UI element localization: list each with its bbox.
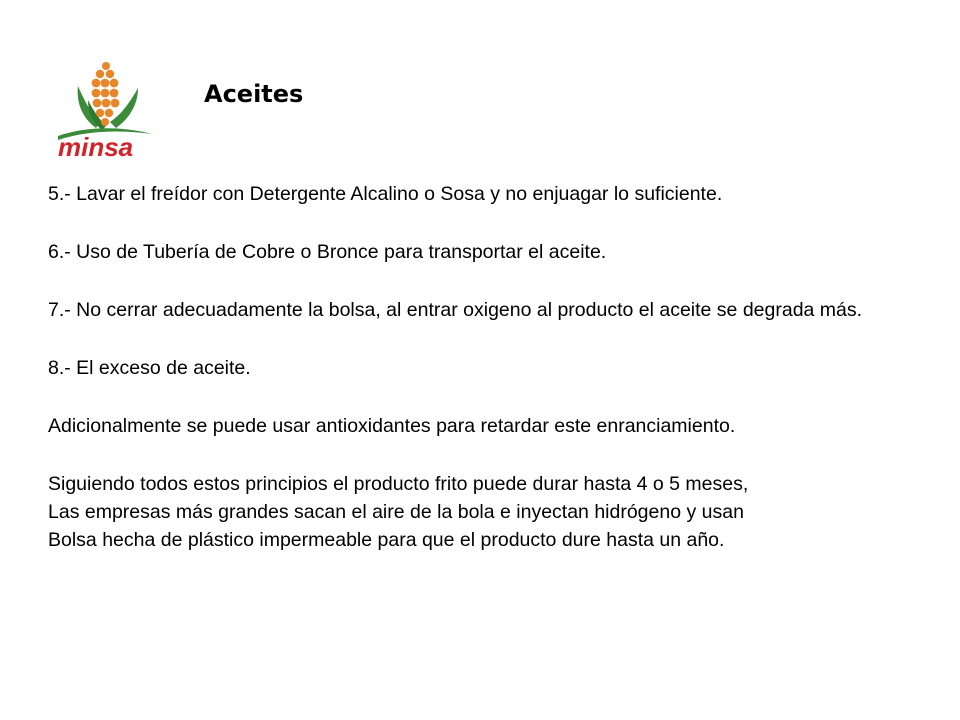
list-item: 6.- Uso de Tubería de Cobre o Bronce para transportar el aceite.: [48, 241, 607, 263]
page-title: Aceites: [204, 80, 304, 108]
logo-wordmark: minsa: [58, 132, 134, 160]
list-item: 8.- El exceso de aceite.: [48, 357, 251, 379]
list-item: 5.- Lavar el freídor con Detergente Alcalino o Sosa y no enjuagar lo suficiente.: [48, 183, 723, 205]
closing-line: Bolsa hecha de plástico impermeable para que el producto dure hasta un año.: [48, 529, 725, 551]
closing-line: Las empresas más grandes sacan el aire de la bola e inyectan hidrógeno y usan: [48, 501, 744, 523]
slide-body: [48, 180, 928, 554]
closing-line: Siguiendo todos estos principios el producto frito puede durar hasta 4 o 5 meses,: [48, 473, 749, 495]
list-item: 7.- No cerrar adecuadamente la bolsa, al entrar oxigeno al producto el aceite se degrada más.: [48, 299, 863, 321]
additional-note: Adicionalmente se puede usar antioxidantes para retardar este enranciamiento.: [48, 415, 736, 437]
minsa-logo: [52, 56, 162, 160]
corn-logo-icon: [52, 56, 162, 160]
